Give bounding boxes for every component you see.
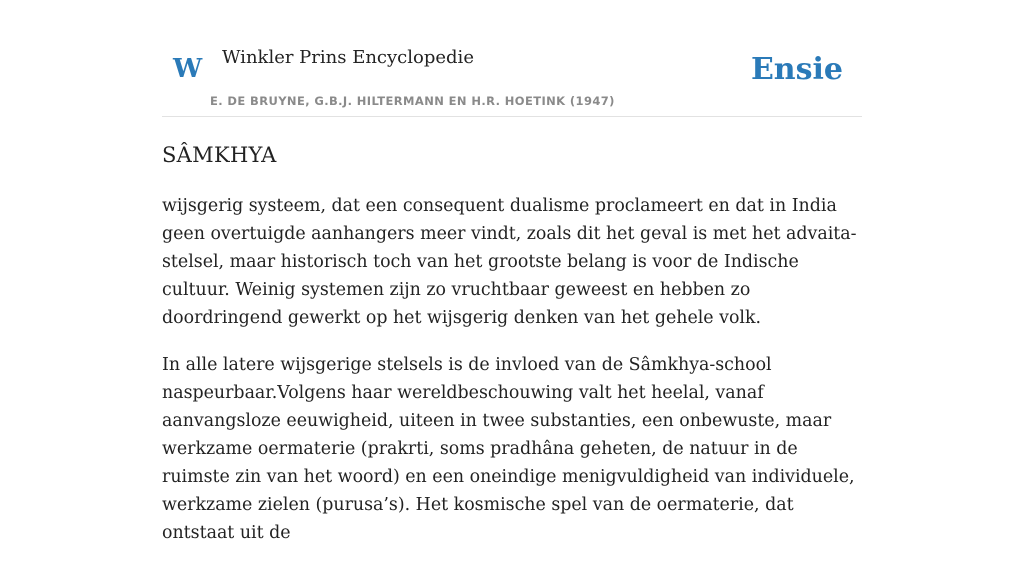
site-header — [162, 0, 862, 117]
ensie-logo[interactable]: Ensie — [750, 52, 843, 87]
publication-title[interactable]: Winkler Prins Encyclopedie — [222, 47, 474, 68]
article-headword: SÂMKHYA — [162, 143, 277, 167]
article-paragraph: In alle latere wijsgerige stelsels is de invloed van de Sâmkhya-school naspeurbaar.Volgens haar wereldbeschouwing valt het heelal, vanaf aanvangsloze eeuwigheid, uiteen in twee substanties, een onbewuste, maar werkzame oermaterie (prakrti, soms pradhâna geheten, de natuur in de ruimste zin van het woord) en een oneindige menigvuldigheid van individuele, werkzame zielen (purusa’s). Het kosmische spel van de oermaterie, dat ontstaat uit de — [162, 355, 855, 543]
article-body — [162, 192, 862, 566]
page-container — [162, 0, 862, 543]
article-paragraph: wijsgerig systeem, dat een consequent dualisme proclameert en dat in India geen overtuigde aanhangers meer vindt, zoals dit het geval is met het advaita-stelsel, maar historisch toch van het grootste belang is voor de Indische cultuur. Weinig systemen zijn zo vruchtbaar geweest en hebben zo doordringend gewerkt op het wijsgerig denken van het gehele volk. — [162, 196, 857, 328]
winkler-prins-logo-icon[interactable]: W — [173, 54, 203, 84]
publication-authors: E. DE BRUYNE, G.B.J. HILTERMANN EN H.R. HOETINK (1947) — [210, 94, 615, 108]
